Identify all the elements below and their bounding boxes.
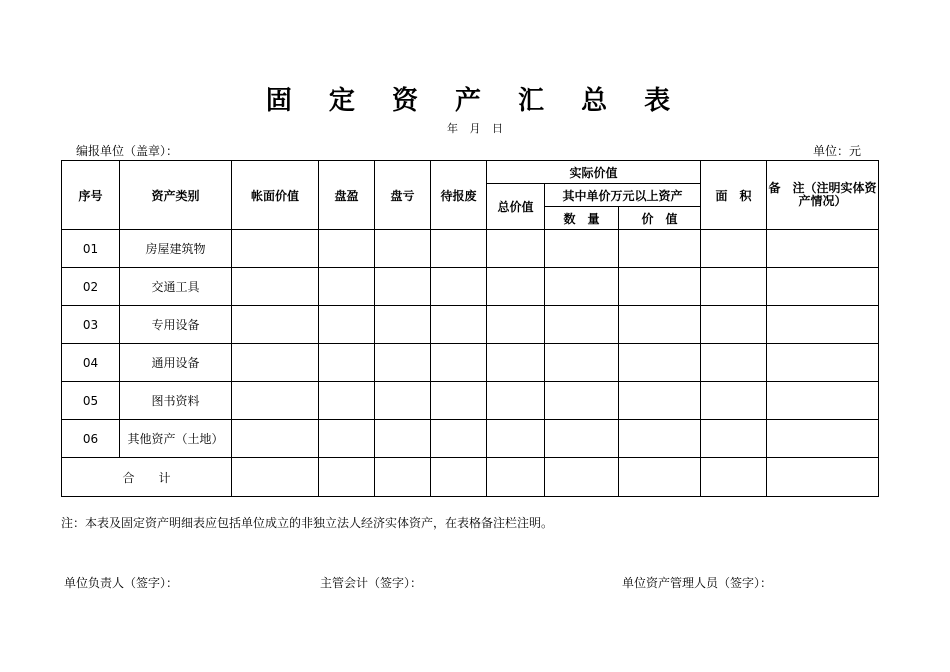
cell-remark[interactable] (767, 420, 879, 458)
page-title: 固 定 资 产 汇 总 表 (265, 86, 685, 116)
header-pending-disposal: 待报废 (431, 161, 487, 230)
cell-loss[interactable] (375, 268, 431, 306)
cell-quantity[interactable] (545, 230, 619, 268)
cell-loss[interactable] (375, 230, 431, 268)
cell-price[interactable] (619, 382, 701, 420)
row-category: 其他资产（土地） (120, 420, 232, 458)
cell-price[interactable] (619, 458, 701, 497)
table-row (62, 344, 879, 382)
row-seq: 04 (62, 344, 120, 382)
cell-quantity[interactable] (545, 268, 619, 306)
header-actual-value: 实际价值 (487, 161, 701, 184)
cell-book-value[interactable] (232, 306, 319, 344)
cell-total-value[interactable] (487, 306, 545, 344)
row-seq: 05 (62, 382, 120, 420)
cell-surplus[interactable] (319, 458, 375, 497)
table-row (62, 382, 879, 420)
table-row (62, 420, 879, 458)
table-row (62, 268, 879, 306)
total-label: 合 计 (62, 458, 232, 497)
cell-area[interactable] (701, 230, 767, 268)
cell-quantity[interactable] (545, 458, 619, 497)
cell-quantity[interactable] (545, 306, 619, 344)
cell-price[interactable] (619, 420, 701, 458)
cell-pending[interactable] (431, 382, 487, 420)
total-row (62, 458, 879, 497)
cell-price[interactable] (619, 306, 701, 344)
currency-unit-label: 单位：元 (812, 144, 861, 158)
cell-book-value[interactable] (232, 382, 319, 420)
header-book-value: 帐面价值 (232, 161, 319, 230)
header-surplus: 盘盈 (319, 161, 375, 230)
cell-area[interactable] (701, 382, 767, 420)
cell-remark[interactable] (767, 382, 879, 420)
cell-area[interactable] (701, 344, 767, 382)
cell-book-value[interactable] (232, 458, 319, 497)
cell-pending[interactable] (431, 230, 487, 268)
row-category: 房屋建筑物 (120, 230, 232, 268)
cell-pending[interactable] (431, 344, 487, 382)
cell-price[interactable] (619, 230, 701, 268)
row-seq: 06 (62, 420, 120, 458)
cell-total-value[interactable] (487, 344, 545, 382)
row-category: 图书资料 (120, 382, 232, 420)
cell-surplus[interactable] (319, 344, 375, 382)
cell-book-value[interactable] (232, 420, 319, 458)
footnote: 注：本表及固定资产明细表应包括单位成立的非独立法人经济实体资产，在表格备注栏注明。 (61, 516, 554, 530)
cell-remark[interactable] (767, 306, 879, 344)
reporting-unit-label: 编报单位（盖章）： (76, 144, 179, 158)
fixed-asset-summary-table (61, 160, 879, 497)
row-seq: 03 (62, 306, 120, 344)
cell-loss[interactable] (375, 382, 431, 420)
signature-chief-accountant: 主管会计（签字）： (320, 576, 423, 590)
cell-total-value[interactable] (487, 268, 545, 306)
cell-surplus[interactable] (319, 268, 375, 306)
cell-loss[interactable] (375, 458, 431, 497)
row-category: 通用设备 (120, 344, 232, 382)
row-seq: 02 (62, 268, 120, 306)
cell-area[interactable] (701, 306, 767, 344)
signature-asset-manager: 单位资产管理人员（签字）： (622, 576, 773, 590)
cell-book-value[interactable] (232, 344, 319, 382)
header-area: 面 积 (701, 161, 767, 230)
table-row (62, 230, 879, 268)
row-category: 交通工具 (120, 268, 232, 306)
header-category: 资产类别 (120, 161, 232, 230)
cell-surplus[interactable] (319, 230, 375, 268)
cell-pending[interactable] (431, 306, 487, 344)
cell-surplus[interactable] (319, 420, 375, 458)
cell-remark[interactable] (767, 230, 879, 268)
cell-quantity[interactable] (545, 344, 619, 382)
cell-quantity[interactable] (545, 420, 619, 458)
cell-remark[interactable] (767, 344, 879, 382)
cell-area[interactable] (701, 458, 767, 497)
cell-book-value[interactable] (232, 230, 319, 268)
cell-area[interactable] (701, 420, 767, 458)
cell-area[interactable] (701, 268, 767, 306)
header-remark: 备 注（注明实体资产情况） (767, 161, 879, 230)
cell-total-value[interactable] (487, 230, 545, 268)
header-total-value: 总价值 (487, 184, 545, 230)
header-loss: 盘亏 (375, 161, 431, 230)
cell-total-value[interactable] (487, 458, 545, 497)
cell-price[interactable] (619, 344, 701, 382)
cell-loss[interactable] (375, 344, 431, 382)
table-row (62, 306, 879, 344)
cell-pending[interactable] (431, 420, 487, 458)
cell-remark[interactable] (767, 458, 879, 497)
cell-remark[interactable] (767, 268, 879, 306)
cell-loss[interactable] (375, 306, 431, 344)
header-over-10k-assets: 其中单价万元以上资产 (545, 184, 701, 207)
cell-total-value[interactable] (487, 420, 545, 458)
cell-pending[interactable] (431, 268, 487, 306)
row-seq: 01 (62, 230, 120, 268)
row-category: 专用设备 (120, 306, 232, 344)
header-quantity: 数 量 (545, 207, 619, 230)
cell-total-value[interactable] (487, 382, 545, 420)
cell-surplus[interactable] (319, 382, 375, 420)
signature-unit-head: 单位负责人（签字）： (64, 576, 179, 590)
cell-loss[interactable] (375, 420, 431, 458)
cell-surplus[interactable] (319, 306, 375, 344)
report-date: 年 月 日 (447, 122, 503, 135)
cell-quantity[interactable] (545, 382, 619, 420)
cell-price[interactable] (619, 268, 701, 306)
cell-pending[interactable] (431, 458, 487, 497)
header-price: 价 值 (619, 207, 701, 230)
header-seq: 序号 (62, 161, 120, 230)
cell-book-value[interactable] (232, 268, 319, 306)
